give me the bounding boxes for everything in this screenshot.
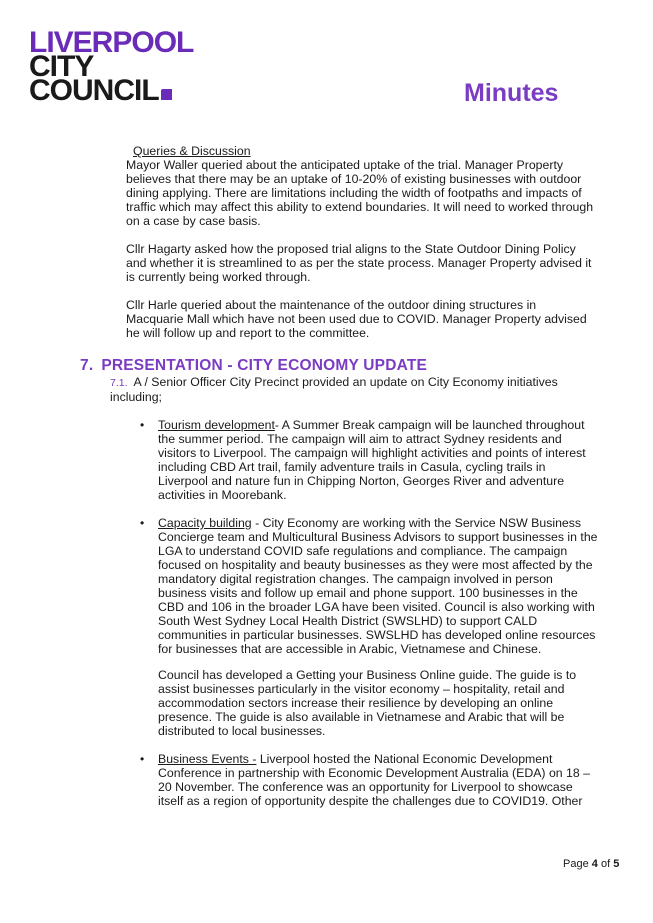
logo-line-2: CITY <box>29 50 94 83</box>
item-number: 7.1. <box>110 377 128 389</box>
logo-line-3 <box>29 74 193 107</box>
bullet-events <box>158 752 598 808</box>
footer-page-current: 4 <box>591 858 598 870</box>
agenda-item <box>110 375 590 404</box>
bullet-events-heading: Business Events - <box>158 752 257 766</box>
bullet-events-text: Liverpool hosted the National Economic Development Conference in partnership with Economic Development Australia (EDA) on 18 – 20 November. The conference was an opportunity for Liverpool to showcase itself as a region of opportunity despite the challenges due to COVID19. Other <box>158 752 590 808</box>
queries-paragraph-1: Mayor Waller queried about the anticipated uptake of the trial. Manager Property believes that there may be an uptake of 10-20% of existing businesses with outdoor dining applying. There are limitations including the width of footpaths and impacts of traffic which may affect this ability to extend boundaries. It will need to worked through on a case by case basis. <box>126 158 594 228</box>
document-type-title: Minutes <box>464 79 559 107</box>
bullet-capacity <box>158 516 598 656</box>
bullet-tourism-heading: Tourism development <box>158 418 275 432</box>
bullet-capacity-text: - City Economy are working with the Service NSW Business Concierge team and Multicultural Business Advisors to support businesses in the LGA to understand COVID safe regulations and compliance. The campaign focused on hospitality and beauty businesses as they were most affected by the mandatory digital registration changes. The campaign involved in person business visits and follow up email and phone support. 100 businesses in the CBD and 106 in the broader LGA have been visited. Council is also working with South West Sydney Local Health District (SWSLHD) to support CALD communities in particular businesses. SWSLHD has developed online resources for businesses that are accessible in Arabic, Vietnamese and Chinese. <box>158 516 598 656</box>
section-title: PRESENTATION - CITY ECONOMY UPDATE <box>101 357 428 374</box>
page-footer <box>563 858 619 870</box>
bullet-icon: • <box>140 418 145 432</box>
queries-paragraph-2: Cllr Hagarty asked how the proposed trial aligns to the State Outdoor Dining Policy and whether it is streamlined to as per the state process. Manager Property advised it is currently being worked through. <box>126 242 592 284</box>
logo-mark-icon <box>161 89 172 100</box>
bullet-capacity-followup: Council has developed a Getting your Business Online guide. The guide is to assist businesses particularly in the visitor economy – hospitality, retail and accommodation sectors increase their resilience by developing an online presence. The guide is also available in Vietnamese and Arabic that will be distributed to local businesses. <box>158 668 577 738</box>
bullet-tourism-text: - A Summer Break campaign will be launched throughout the summer period. The campaign will aim to attract Sydney residents and visitors to Liverpool. The campaign will highlight activities and points of interest including CBD Art trail, family adventure trails in Casula, cycling trails in Liverpool and nature fun in Chipping Norton, Georges River and adventure activities in Moorebank. <box>158 418 586 502</box>
bullet-icon: • <box>140 752 145 766</box>
logo-line-1: LIVERPOOL <box>29 26 194 59</box>
item-text: A / Senior Officer City Precinct provided an update on City Economy initiatives including; <box>110 375 558 404</box>
council-logo <box>29 26 194 107</box>
bullet-tourism <box>158 418 598 502</box>
section-heading <box>80 357 427 375</box>
footer-of-word: of <box>600 858 611 870</box>
footer-page-total: 5 <box>613 858 620 870</box>
queries-paragraph-3: Cllr Harle queried about the maintenance of the outdoor dining structures in Macquarie Mall which have not been used due to COVID. Manager Property advised he will follow up and report to the committee. <box>126 298 587 340</box>
logo-line-3-text: COUNCIL <box>29 74 159 107</box>
footer-page-word: Page <box>563 858 589 870</box>
queries-heading: Queries & Discussion <box>133 144 251 158</box>
section-number: 7. <box>80 357 94 374</box>
bullet-capacity-heading: Capacity building <box>158 516 252 530</box>
bullet-icon: • <box>140 516 145 530</box>
